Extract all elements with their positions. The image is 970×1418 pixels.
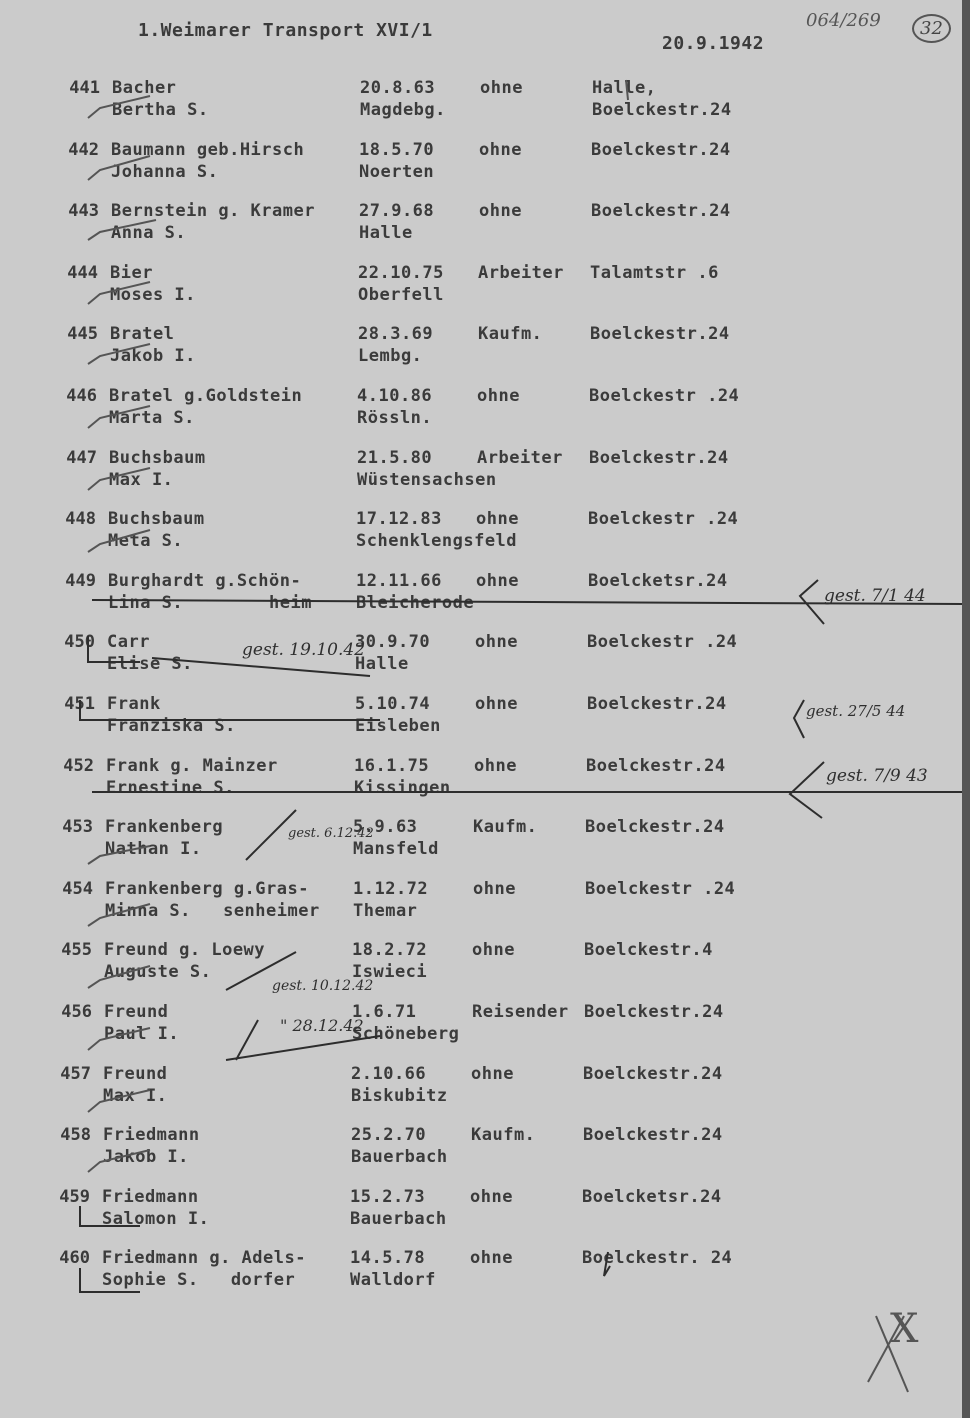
entry-number: 443 [68,201,99,221]
entry-birth-place: Schenklengsfeld [356,531,518,551]
entry-surname: Bernstein g. Kramer [111,201,315,221]
entry-address: Boelckestr.24 [587,694,727,714]
entry-number: 449 [65,571,96,591]
entry-number: 452 [63,756,94,776]
entry-number: 445 [67,324,98,344]
entry-address: Boelckestr.24 [586,756,726,776]
entry-birth-date: 12.11.66 [356,571,442,591]
arrow-marks [604,580,824,1276]
entry-address: Boelckestr.24 [585,817,725,837]
entry-number: 457 [60,1064,91,1084]
entry-birth-date: 1.6.71 [352,1002,417,1022]
entry-occupation: ohne [470,1187,513,1207]
transport-title: 1.Weimarer Transport XVI/1 [138,20,433,41]
entry-occupation: Arbeiter [478,263,564,283]
entry-given-name: Moses I. [110,285,196,305]
entry-number: 444 [67,263,98,283]
entry-surname: Bacher [112,78,177,98]
entry-birth-place: Mansfeld [353,839,439,859]
entry-number: 451 [64,694,95,714]
entry-address: Boelckestr.24 [591,201,731,221]
entry-birth-date: 1.12.72 [353,879,429,899]
entry-address: Boelckestr .24 [585,879,736,899]
entry-given-name: Johanna S. [111,162,219,182]
entry-occupation: ohne [474,756,517,776]
entry-surname: Bratel [110,324,175,344]
entry-surname: Burghardt g.Schön- [108,571,302,591]
entry-birth-place: Noerten [359,162,435,182]
entry-address: Boelckestr .24 [588,509,739,529]
entry-birth-date: 14.5.78 [350,1248,426,1268]
entry-birth-place: Walldorf [350,1270,436,1290]
entry-birth-place: Rössln. [357,408,433,428]
entry-birth-date: 18.2.72 [352,940,428,960]
transport-date: 20.9.1942 [662,33,765,54]
entry-number: 455 [61,940,92,960]
entry-address: Talamtstr .6 [590,263,719,283]
entry-occupation: ohne [472,940,515,960]
entry-birth-date: 15.2.73 [350,1187,426,1207]
entry-birth-date: 16.1.75 [354,756,430,776]
entry-birth-date: 22.10.75 [358,263,444,283]
entry-occupation: Reisender [472,1002,569,1022]
archive-reference: 064/269 [806,10,881,31]
entry-occupation: ohne [473,879,516,899]
entry-occupation: ohne [479,201,522,221]
entry-occupation: Kaufm. [471,1125,536,1145]
page-number: 32 [912,14,951,43]
note-450: gest. 19.10.42 [242,640,366,660]
entry-birth-date: 27.9.68 [359,201,435,221]
entry-birth-date: 21.5.80 [357,448,433,468]
entry-given-name: Jakob I. [110,346,196,366]
entry-given-name: Salomon I. [102,1209,210,1229]
entry-surname: Frankenberg [105,817,224,837]
entry-given-name: Marta S. [109,408,195,428]
entry-surname: Bratel g.Goldstein [109,386,303,406]
entry-given-name: Elise S. [107,654,193,674]
entry-birth-place: Bauerbach [351,1147,448,1167]
check-marks [88,80,628,1172]
entry-birth-place: Eisleben [355,716,441,736]
note-451: gest. 27/5 44 [806,702,906,720]
entry-number: 446 [66,386,97,406]
entry-number: 453 [62,817,93,837]
strike-lines [92,600,962,1060]
entry-occupation: ohne [477,386,520,406]
entry-birth-place: Oberfell [358,285,444,305]
entry-address: Boelcketsr.24 [582,1187,722,1207]
entry-given-name: Max I. [103,1086,168,1106]
entry-occupation: Kaufm. [478,324,543,344]
entry-given-name: Sophie S. dorfer [102,1270,296,1290]
entry-birth-place: Iswieci [352,962,428,982]
entry-birth-date: 17.12.83 [356,509,442,529]
entry-number: 441 [69,78,100,98]
entry-birth-date: 18.5.70 [359,140,435,160]
entry-birth-place: Bleicherode [356,593,475,613]
entry-given-name: Ernestine S. [106,778,235,798]
note-452: gest. 7/9 43 [826,766,928,786]
entry-number: 459 [59,1187,90,1207]
entry-occupation: Kaufm. [473,817,538,837]
entry-birth-place: Kissingen [354,778,451,798]
entry-surname: Frank [107,694,161,714]
entry-birth-date: 5.9.63 [353,817,418,837]
entry-birth-date: 20.8.63 [360,78,436,98]
entry-birth-date: 28.3.69 [358,324,434,344]
entry-birth-place: Halle [359,223,413,243]
note-453: gest. 6.12.42 [288,826,374,841]
entry-birth-place: Halle [355,654,409,674]
entry-address: Boelckestr.24 [589,448,729,468]
entry-surname: Carr [107,632,150,652]
entry-given-name: Max I. [109,470,174,490]
entry-address: Boelcketsr.24 [588,571,728,591]
entry-given-name: Bertha S. [112,100,209,120]
entry-birth-date: 4.10.86 [357,386,433,406]
note-456: " 28.12.42 [280,1016,364,1035]
entry-number: 448 [65,509,96,529]
entry-birth-place: Schöneberg [352,1024,460,1044]
entry-surname: Frank g. Mainzer [106,756,278,776]
entry-address: Boelckestr .24 [587,632,738,652]
entry-surname: Friedmann [102,1187,199,1207]
entry-given-name: Auguste S. [104,962,212,982]
entry-surname: Freund [104,1002,169,1022]
entry-birth-place: Biskubitz [351,1086,448,1106]
entry-birth-date: 5.10.74 [355,694,431,714]
entry-address: Boelckestr.24 [591,140,731,160]
entry-address: Boelckestr.24 [583,1125,723,1145]
entry-surname: Frankenberg g.Gras- [105,879,309,899]
note-449: gest. 7/1 44 [824,586,926,606]
entry-address: Boelckestr.24 [590,324,730,344]
entry-surname: Freund [103,1064,168,1084]
entry-number: 458 [60,1125,91,1145]
entry-given-name: Paul I. [104,1024,180,1044]
bracket-marks [80,636,380,1292]
entry-occupation: ohne [475,632,518,652]
entry-birth-place: Wüstensachsen [357,470,497,490]
entry-given-name: Lina S. heim [108,593,312,613]
entry-address: Boelckestr .24 [589,386,740,406]
entry-birth-date: 30.9.70 [355,632,431,652]
entry-birth-place: Bauerbach [350,1209,447,1229]
entry-occupation: ohne [476,509,519,529]
entry-surname: Buchsbaum [108,509,205,529]
entry-given-name: Nathan I. [105,839,202,859]
entry-occupation: ohne [480,78,523,98]
entry-given-name: Anna S. [111,223,187,243]
entry-address: Boelckestr. 24 [582,1248,733,1268]
entry-surname: Friedmann [103,1125,200,1145]
entry-birth-place: Magdebg. [360,100,446,120]
entry-surname: Freund g. Loewy [104,940,266,960]
entry-address: Boelckestr.4 [584,940,713,960]
entry-birth-place: Themar [353,901,418,921]
entry-surname: Friedmann g. Adels- [102,1248,306,1268]
entry-number: 456 [61,1002,92,1022]
entry-number: 460 [59,1248,90,1268]
entry-occupation: ohne [470,1248,513,1268]
footer-mark: X [890,1306,919,1352]
entry-number: 447 [66,448,97,468]
entry-occupation: ohne [479,140,522,160]
entry-number: 442 [68,140,99,160]
entry-surname: Buchsbaum [109,448,206,468]
entry-given-name: Jakob I. [103,1147,189,1167]
entry-birth-date: 2.10.66 [351,1064,427,1084]
note-455: gest. 10.12.42 [272,978,374,994]
entry-number: 450 [64,632,95,652]
entry-surname: Baumann geb.Hirsch [111,140,305,160]
entry-occupation: ohne [471,1064,514,1084]
entry-given-name: Franziska S. [107,716,236,736]
entry-occupation: ohne [476,571,519,591]
entry-given-name: Minna S. senheimer [105,901,320,921]
entry-surname: Bier [110,263,153,283]
entry-address: Boelckestr.24 [583,1064,723,1084]
entry-number: 454 [62,879,93,899]
entry-occupation: ohne [475,694,518,714]
entry-address-line2: Boelckestr.24 [592,100,732,120]
entry-occupation: Arbeiter [477,448,563,468]
entry-address: Halle, [592,78,657,98]
entry-given-name: Meta S. [108,531,184,551]
entry-address: Boelckestr.24 [584,1002,724,1022]
entry-birth-place: Lembg. [358,346,423,366]
entry-birth-date: 25.2.70 [351,1125,427,1145]
